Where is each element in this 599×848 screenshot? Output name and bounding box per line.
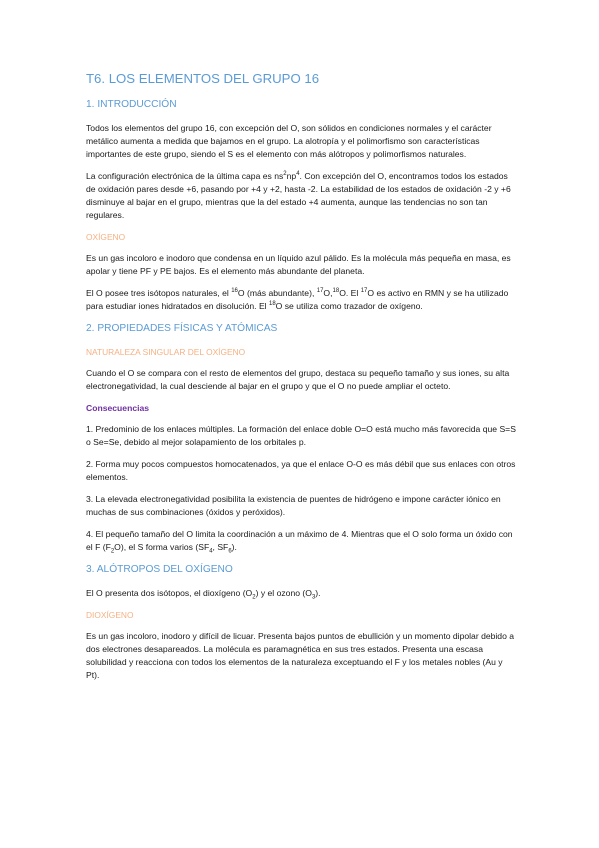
paragraph: Es un gas incoloro, inodoro y difícil de licuar. Presenta bajos puntos de ebullición y un momento dipolar debido a dos electrones desapareados. La molécula es paramagnética en sus tres estados. Presenta una escasa solubilidad y reacciona con todos los elementos de la naturaleza exceptuando el F y los metales nobles (Au y Pt). — [86, 631, 515, 680]
subheading-dioxigeno: DIOXÍGENO — [86, 610, 134, 620]
paragraph: El O posee tres isótopos naturales, el $^{16}$O (más abundante), $^{17}$O,$^{18}$O. El $^{17}$O es activo en RMN y se ha utilizado para estudiar iones hidratados en disolución. El $^{18}$O se utiliza como trazador de oxígeno. — [86, 288, 509, 311]
paragraph: El O presenta dos isótopos, el dioxígeno $(O_2)$ y el ozono $(O_3)$. — [86, 588, 321, 601]
list-item: 2. Forma muy pocos compuestos homocatenados, ya que el enlace O-O es más débil que sus enlaces con otros elementos. — [86, 459, 516, 482]
paragraph: La configuración electrónica de la última capa es $ns^2np^4$. Con excepción del O, encontramos todos los estados de oxidación pares desde +6, pasando por +4 y +2, hasta -2. La estabilidad de los estados de oxidación -2 y +6 disminuye al bajar en el grupo, mientras que la del estado +4 aumenta, aunque las tendencias no son tan regulares. — [86, 171, 511, 220]
list-item: 3. La elevada electronegatividad posibilita la existencia de puentes de hidrógeno e impone carácter iónico en muchas de sus combinaciones (óxidos y peróxidos). — [86, 494, 501, 517]
subheading-consecuencias: Consecuencias — [86, 403, 150, 413]
document-page — [86, 70, 516, 691]
section-heading-propiedades: 2. PROPIEDADES FÍSICAS Y ATÓMICAS — [86, 323, 278, 334]
list-item: 1. Predominio de los enlaces múltiples. La formación del enlace doble O=O está mucho más favorecida que S=S o Se=Se, debido al mejor solapamiento de los orbitales p. — [86, 424, 516, 447]
subheading-oxigeno: OXÍGENO — [86, 232, 126, 242]
subheading-naturaleza: NATURALEZA SINGULAR DEL OXÍGENO — [86, 347, 246, 357]
paragraph: Cuando el O se compara con el resto de elementos del grupo, destaca su pequeño tamaño y sus iones, su alta electronegatividad, la cual desciende al bajar en el grupo y que el O no puede ampliar el octeto. — [86, 368, 510, 391]
list-item: 4. El pequeño tamaño del O limita la coordinación a un máximo de 4. Mientras que el O solo forma un óxido con el F $(F_2O)$, el S forma varios ($SF_4$, $SF_6$). — [86, 529, 513, 555]
section-heading-introduccion: 1. INTRODUCCIÓN — [86, 99, 177, 110]
section-heading-alotropos: 3. ALÓTROPOS DEL OXÍGENO — [86, 564, 233, 575]
document-title: T6. LOS ELEMENTOS DEL GRUPO 16 — [86, 71, 320, 86]
paragraph: Todos los elementos del grupo 16, con excepción del O, son sólidos en condiciones normales y el carácter metálico aumenta a medida que bajamos en el grupo. La alotropía y el polimorfismo son características importantes de este grupo, siendo el S es el elemento con más alótropos y polimorfismos naturales. — [86, 123, 492, 159]
paragraph: Es un gas incoloro e inodoro que condensa en un líquido azul pálido. Es la molécula más pequeña en masa, es apolar y tiene PF y PE bajos. Es el elemento más abundante del planeta. — [86, 253, 511, 276]
